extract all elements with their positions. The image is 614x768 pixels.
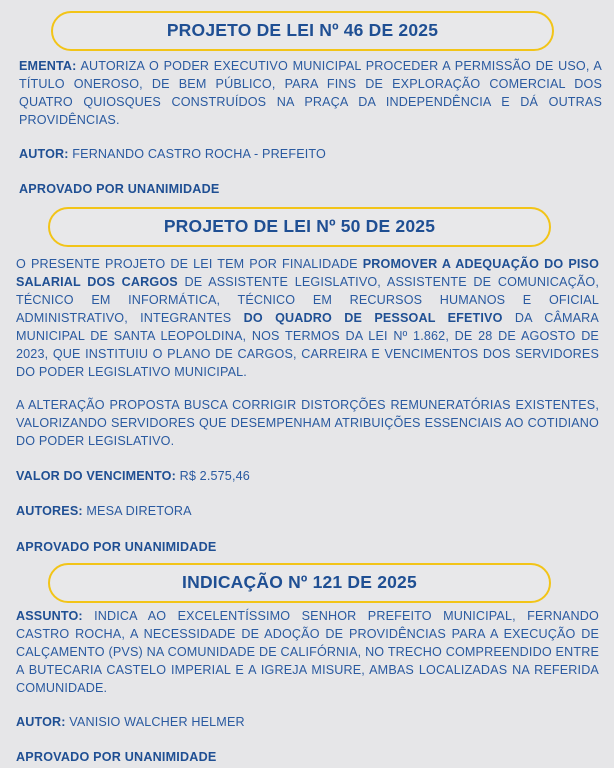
author-value: FERNANDO CASTRO ROCHA - PREFEITO — [72, 147, 326, 161]
section-title-ind-121: INDICAÇÃO Nº 121 DE 2025 — [48, 563, 551, 603]
salary-value: R$ 2.575,46 — [179, 469, 250, 483]
pl50-text-e: DA CÂMARA MUNICIPAL DE SANTA LEOPOLDINA, NOS TERMOS DA LEI Nº 1.862, DE 28 DE AGOSTO DE 2023, QUE INSTITUIU O PLANO DE CARGOS, CARREIRA E VENCIMENTOS DOS SERVIDORES DO PODER LEGISLATIVO MUNICIPAL. — [16, 311, 599, 379]
ementa-label: EMENTA: — [19, 59, 77, 73]
salary-line — [16, 467, 250, 485]
pl50-paragraph-2: A ALTERAÇÃO PROPOSTA BUSCA CORRIGIR DISTORÇÕES REMUNERATÓRIAS EXISTENTES, VALORIZANDO SERVIDORES QUE DESEMPENHAM ATRIBUIÇÕES ESSENCIAIS AO COTIDIANO DO PODER LEGISLATIVO. — [16, 398, 599, 448]
pl50-text-a: O PRESENTE PROJETO DE LEI TEM POR FINALIDADE — [16, 257, 363, 271]
ementa-text: AUTORIZA O PODER EXECUTIVO MUNICIPAL PROCEDER A PERMISSÃO DE USO, A TÍTULO ONEROSO, DE BEM PÚBLICO, PARA FINS DE EXPLORAÇÃO COMERCIAL DOS QUATRO QUIOSQUES CONSTRUÍDOS NA PRAÇA DA INDEPENDÊNCIA E DÁ OUTRAS PROVIDÊNCIAS. — [19, 59, 602, 127]
author-value-3: VANISIO WALCHER HELMER — [69, 715, 245, 729]
author-label-3: AUTOR: — [16, 715, 66, 729]
ementa-paragraph — [19, 57, 602, 129]
authors-line — [16, 502, 192, 520]
authors-value: MESA DIRETORA — [86, 504, 192, 518]
pl50-paragraph-1 — [16, 255, 599, 381]
status-approved-2: APROVADO POR UNANIMIDADE — [16, 540, 217, 554]
author-line-1 — [19, 145, 326, 163]
section-title-pl-46: PROJETO DE LEI Nº 46 DE 2025 — [51, 11, 554, 51]
subject-label: ASSUNTO: — [16, 609, 83, 623]
author-label: AUTOR: — [19, 147, 69, 161]
pl50-text-c: DE ASSISTENTE LEGISLATIVO, ASSISTENTE DE COMUNICAÇÃO, TÉCNICO EM INFORMÁTICA, TÉCNICO EM RECURSOS HUMANOS E OFICIAL ADMINISTRATIVO, INTEGRANTES — [16, 275, 599, 325]
pl50-text-b: PROMOVER A ADEQUAÇÃO DO PISO SALARIAL DOS CARGOS — [16, 257, 600, 289]
pl50-text-d: DO QUADRO DE PESSOAL EFETIVO — [243, 311, 503, 325]
status-approved-3: APROVADO POR UNANIMIDADE — [16, 750, 217, 764]
subject-paragraph — [16, 607, 599, 697]
authors-label: AUTORES: — [16, 504, 83, 518]
subject-text: INDICA AO EXCELENTÍSSIMO SENHOR PREFEITO MUNICIPAL, FERNANDO CASTRO ROCHA, A NECESSIDADE DE ADOÇÃO DE PROVIDÊNCIAS PARA A EXECUÇÃO DE CALÇAMENTO (PVS) NA COMUNIDADE DE CALIFÓRNIA, NO TRECHO COMPREENDIDO ENTRE A BUTECARIA CASTELO IMPERIAL E A IGREJA MISURE, AMBAS LOCALIZADAS NA REFERIDA COMUNIDADE. — [16, 609, 599, 695]
section-title-pl-50: PROJETO DE LEI Nº 50 DE 2025 — [48, 207, 551, 247]
salary-label: VALOR DO VENCIMENTO: — [16, 469, 176, 483]
status-approved-1: APROVADO POR UNANIMIDADE — [19, 182, 220, 196]
author-line-3 — [16, 713, 245, 731]
